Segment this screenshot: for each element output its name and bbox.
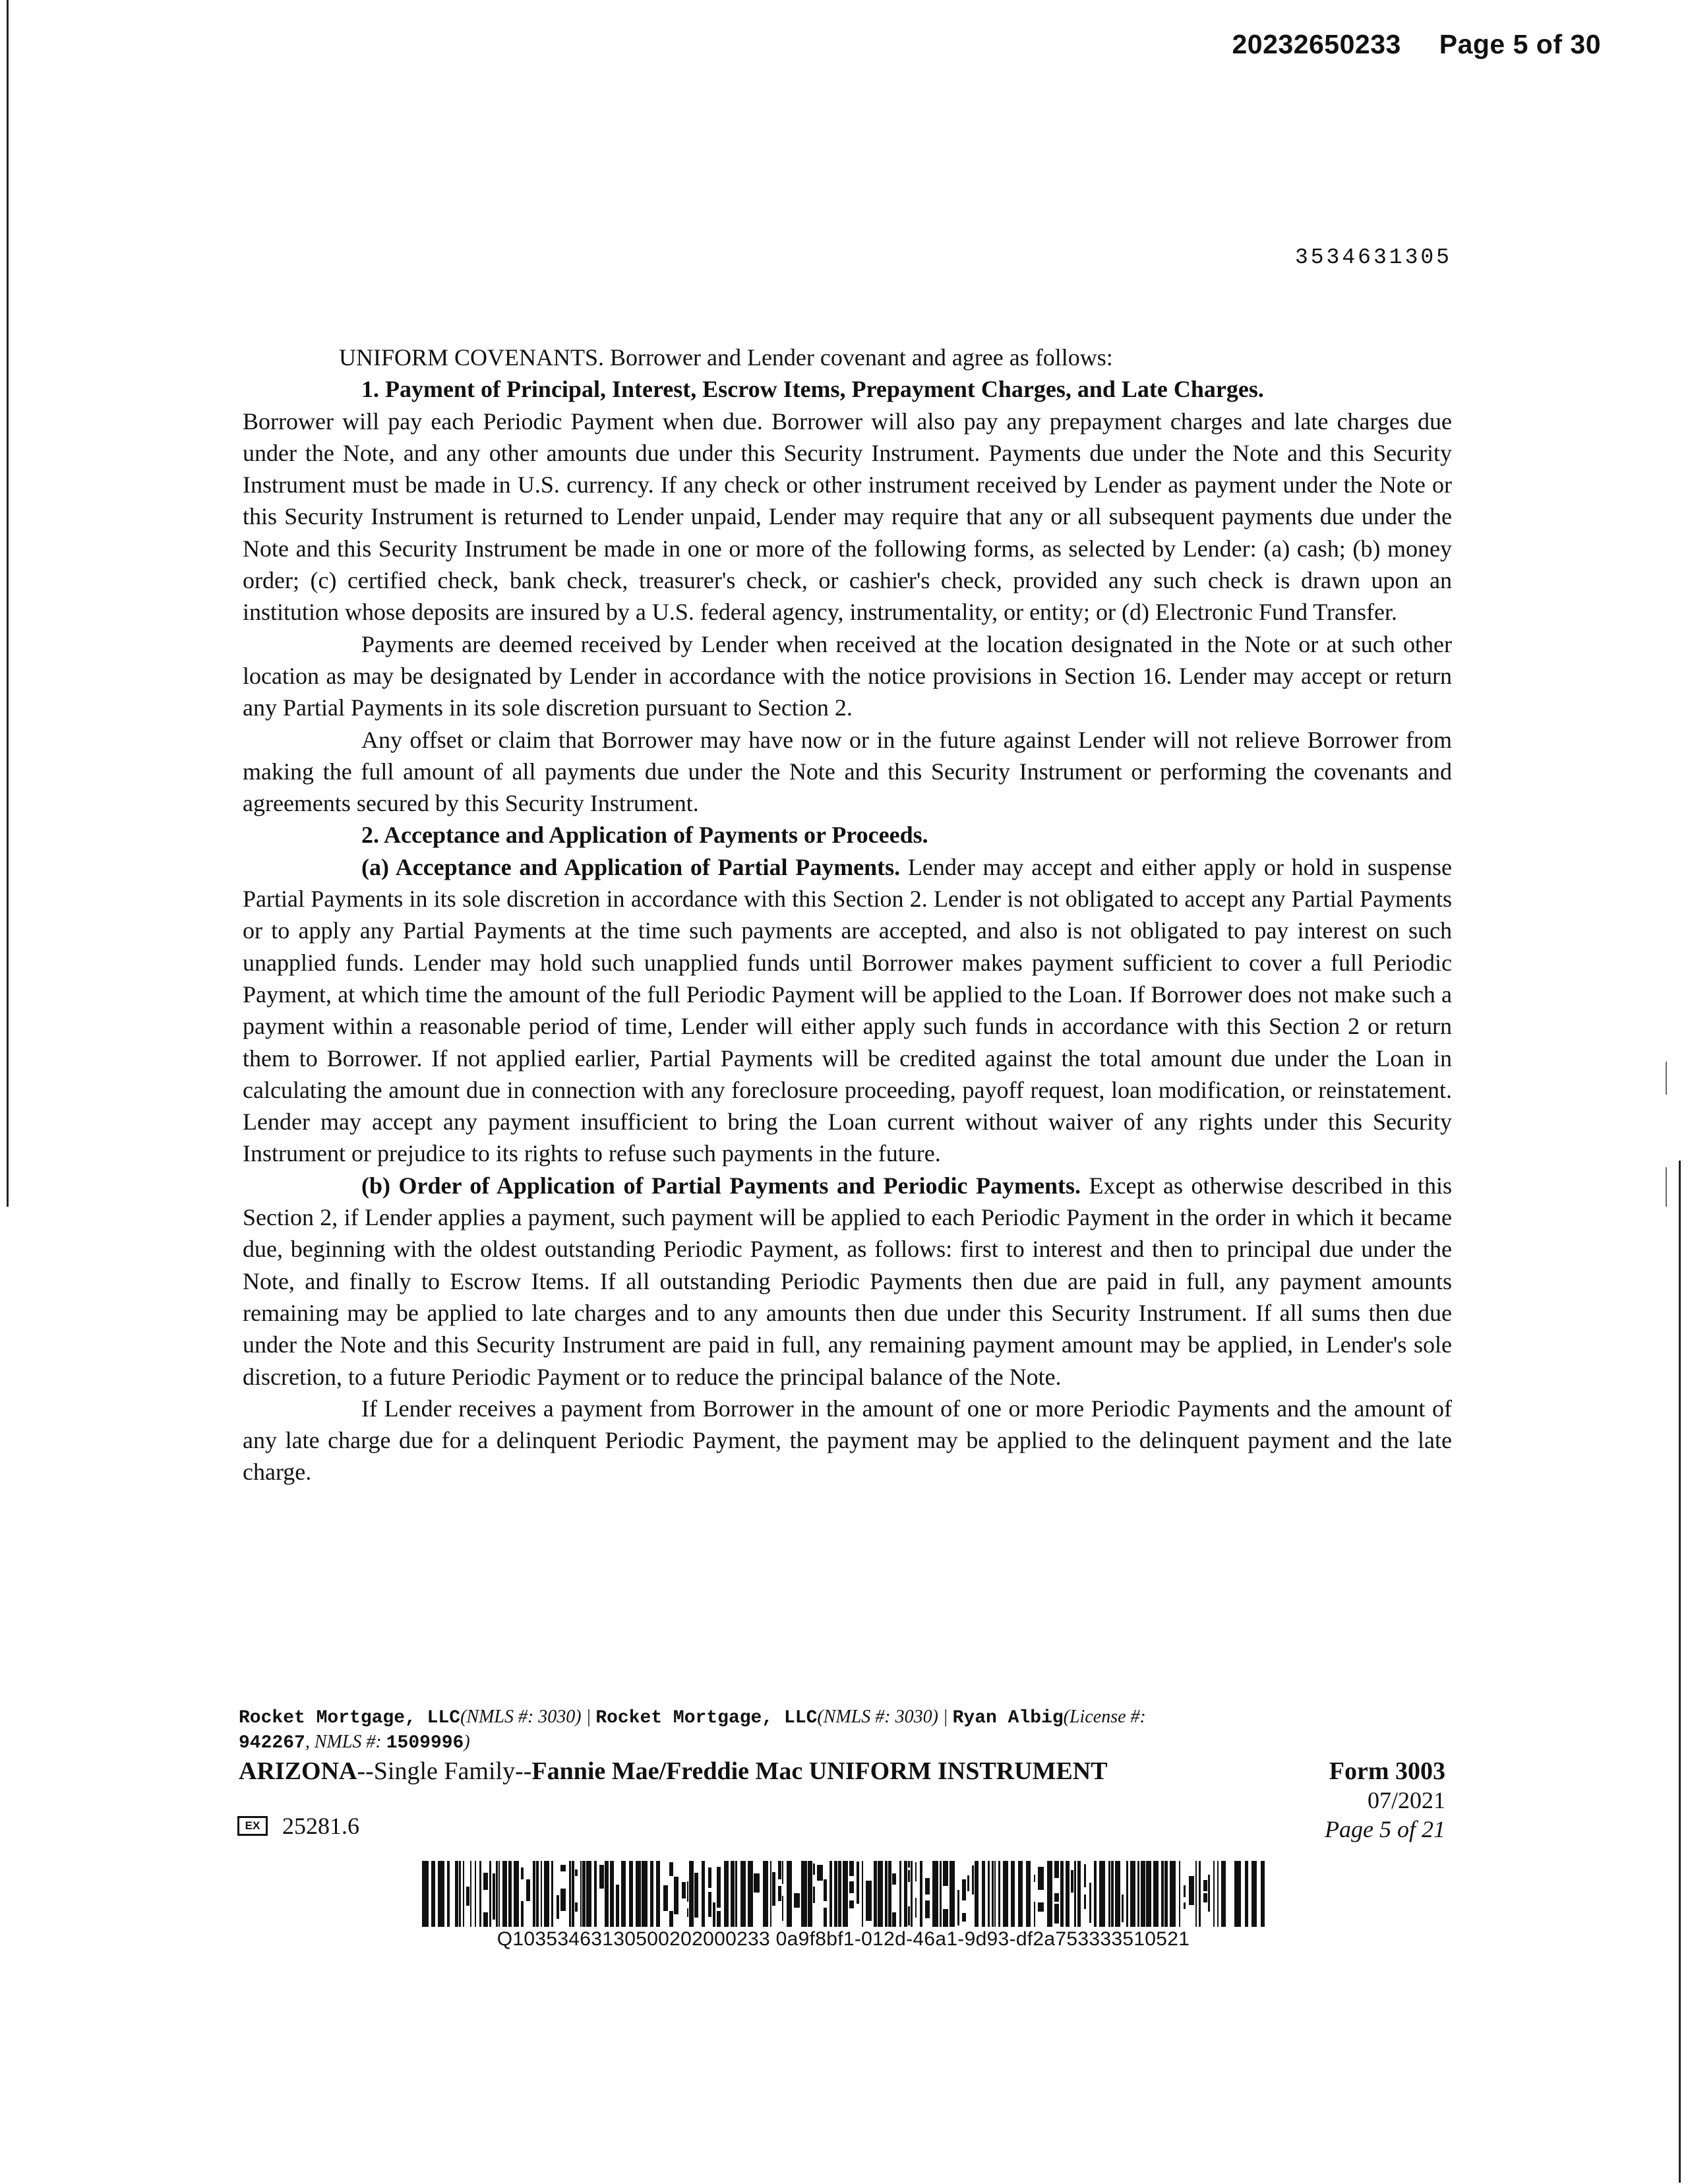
barcode (422, 1861, 1265, 1927)
ex-icon: EX (237, 1816, 268, 1836)
recording-number: 20232650233 (1232, 29, 1401, 59)
section-2a-paragraph: (a) Acceptance and Application of Partial Payments. Lender may accept and either apply or hold in suspense Partial Payments in its sole discretion in accordance with this Section 2. Lender is not obligated to accept any Partial Payments or to apply any Partial Payments at the time such payments are accepted, and also is not obligated to pay interest on such unapplied funds. Lender may hold such unapplied funds until Borrower makes payment sufficient to cover a full Periodic Payment, at which time the amount of the full Periodic Payment will be applied to the Loan. If Borrower does not make such a payment within a reasonable period of time, Lender will either apply such funds in accordance with this Section 2 or return them to Borrower. If not applied earlier, Partial Payments will be credited against the total amount due under the Loan in calculating the amount due in connection with any foreclosure proceeding, payoff request, loan modification, or reinstatement. Lender may accept any payment insufficient to bring the Loan current without waiver of any rights under this Security Instrument or prejudice to its rights to refuse such payments in the future. (243, 853, 1452, 1167)
loan-number: 3534631305 (1294, 245, 1452, 270)
scan-edge-right (1679, 1161, 1681, 2183)
form-title: ARIZONA--Single Family--Fannie Mae/Freddie Mac UNIFORM INSTRUMENT (239, 1757, 1108, 1785)
document-id (237, 1812, 359, 1840)
section-2b-paragraph: (b) Order of Application of Partial Payments and Periodic Payments. Except as otherwise described in this Section 2, if Lender applies a payment, such payment will be applied to each Periodic Payment in the order in which it became due, beginning with the oldest outstanding Periodic Payment, as follows: first to interest and then to principal due under the Note, and finally to Escrow Items. If all outstanding Periodic Payments then due are paid in full, any payment amounts remaining may be applied to late charges and to any amounts then due under this Security Instrument. If all sums then due under the Note and this Security Instrument are paid in full, any remaining payment amount may be applied, in Lender's sole discretion, to a future Periodic Payment or to reduce the principal balance of the Note. (243, 1172, 1452, 1390)
intro-paragraph: UNIFORM COVENANTS. Borrower and Lender covenant and agree as follows: (339, 344, 1113, 371)
form-number: Form 3003 (1329, 1757, 1445, 1785)
section-2b-heading: (b) Order of Application of Partial Payments and Periodic Payments. (361, 1172, 1081, 1199)
section-2-heading: 2. Acceptance and Application of Payments or Proceeds. (361, 822, 928, 849)
recording-page: Page 5 of 30 (1439, 29, 1601, 59)
section-2-paragraph: If Lender receives a payment from Borrower in the amount of one or more Periodic Payments and the amount of any late charge due for a delinquent Periodic Payment, the payment may be applied to the delinquent payment and the late charge. (243, 1395, 1452, 1486)
document-id-number: 25281.6 (282, 1813, 359, 1839)
scan-mark (1666, 1062, 1667, 1095)
section-2a-heading: (a) Acceptance and Application of Partial Payments. (361, 853, 901, 880)
form-info (1325, 1757, 1445, 1844)
originator-line: Rocket Mortgage, LLC(NMLS #: 3030) | Rocket Mortgage, LLC(NMLS #: 3030) | Ryan Albig(License #: 942267, NMLS #: 1509996) (239, 1707, 1146, 1753)
barcode-block (422, 1861, 1265, 1951)
section-1-paragraph: Any offset or claim that Borrower may have now or in the future against Lender will not relieve Borrower from making the full amount of all payments due under the Note and this Security Instrument or performing the covenants and agreements secured by this Security Instrument. (243, 726, 1452, 817)
form-date: 07/2021 (1367, 1787, 1445, 1813)
section-1-paragraph: Borrower will pay each Periodic Payment when due. Borrower will also pay any prepayment charges and late charges due under the Note, and any other amounts due under this Security Instrument. Payments due under the Note and this Security Instrument must be made in U.S. currency. If any check or other instrument received by Lender as payment under the Note or this Security Instrument is returned to Lender unpaid, Lender may require that any or all subsequent payments due under the Note and this Security Instrument be made in one or more of the following forms, as selected by Lender: (a) cash; (b) money order; (c) certified check, bank check, treasurer's check, or cashier's check, provided any such check is drawn upon an institution whose deposits are insured by a U.S. federal agency, instrumentality, or entity; or (d) Electronic Fund Transfer. (243, 408, 1452, 626)
scan-mark (1666, 1167, 1667, 1207)
form-page: Page 5 of 21 (1325, 1816, 1445, 1842)
scan-edge-left (7, 0, 9, 1207)
document-body (243, 342, 1452, 1488)
barcode-text: Q10353463130500202000233 0a9f8bf1-012d-46a1-9d93-df2a753333510521 (497, 1928, 1190, 1950)
section-1-paragraph: Payments are deemed received by Lender when received at the location designated in the Note or at such other location as may be designated by Lender in accordance with the notice provisions in Section 16. Lender may accept or return any Partial Payments in its sole discretion pursuant to Section 2. (243, 630, 1452, 721)
recording-header (1232, 29, 1601, 60)
section-1-heading: 1. Payment of Principal, Interest, Escrow Items, Prepayment Charges, and Late Charges. (361, 376, 1264, 403)
